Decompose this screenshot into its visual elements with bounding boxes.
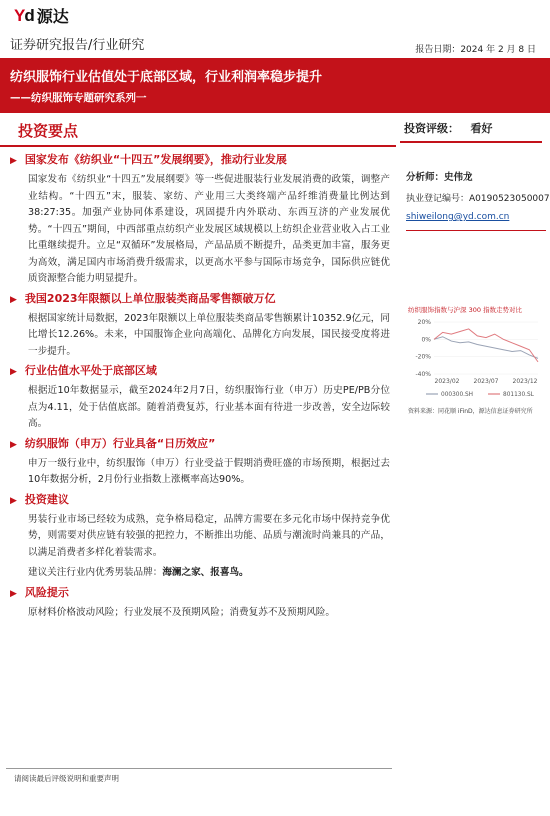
arrow-icon: ▶ bbox=[10, 156, 17, 166]
report-title: 纺织服饰行业估值处于底部区域，行业利润率稳步提升 bbox=[10, 70, 323, 85]
section-risk bbox=[0, 586, 396, 622]
heading-divider bbox=[0, 145, 396, 147]
recommendation: 建议关注行业内优秀男装品牌：海澜之家、报喜鸟。 bbox=[28, 567, 249, 578]
title-banner bbox=[0, 58, 550, 113]
chart-title: 纺织服饰指数与沪深 300 指数走势对比 bbox=[408, 306, 523, 314]
series-line-801130-SL bbox=[434, 329, 538, 362]
section-title: ▶ 我国2023年限额以上单位服装类商品零售额破万亿 bbox=[10, 291, 276, 305]
chart-source: 资料来源：同花顺 iFinD，源达信息证券研究所 bbox=[408, 408, 533, 415]
section-valuation bbox=[0, 364, 396, 433]
section-paragraph: 根据国家统计局数据，2023年限额以上单位服装类商品零售额累计10352.9亿元，同比增长12.26%。未来，中国服饰企业向高端化、品牌化方向发展，国民接受度将进一步提升。 bbox=[28, 312, 390, 357]
analyst-email-link[interactable]: shiweilong@yd.com.cn bbox=[406, 212, 510, 222]
index-comparison-chart bbox=[404, 316, 542, 404]
rating-divider bbox=[400, 141, 542, 143]
logo-mark: Yd bbox=[14, 5, 34, 25]
footer-disclaimer: 请阅读最后评级说明和重要声明 bbox=[14, 774, 119, 783]
section-paragraph: 原材料价格波动风险；行业发展不及预期风险；消费复苏不及预期风险。 bbox=[28, 606, 335, 618]
y-tick-label: -40% bbox=[415, 371, 431, 378]
section-paragraph: 根据近10年数据显示，截至2024年2月7日，纺织服饰行业（申万）历史PE/PB分位点为4.11，处于估值底部。随着消费复苏，行业基本面有待进一步改善，安全边际较高。 bbox=[28, 385, 390, 429]
document-type: 证券研究报告/行业研究 bbox=[10, 38, 145, 53]
x-tick-label: 2023/07 bbox=[473, 378, 499, 385]
section-paragraph: 申万一级行业中，纺织服饰（申万）行业受益于假期消费旺盛的市场预期，根据过去10年数据分析，2月份行业指数上涨概率高达90%。 bbox=[28, 457, 390, 485]
arrow-icon: ▶ bbox=[10, 495, 17, 506]
section-title: ▶ 纺织服饰（申万）行业具备“日历效应” bbox=[10, 436, 216, 450]
report-subtitle: ——纺织服饰专题研究系列一 bbox=[10, 92, 147, 104]
main-content bbox=[0, 118, 396, 621]
company-logo bbox=[14, 4, 69, 27]
arrow-icon: ▶ bbox=[10, 294, 17, 305]
section-paragraph: 男装行业市场已经较为成熟，竞争格局稳定，品牌方需要在多元化市场中保持竞争优势，则需要对供应链有较强的把控力，不断推出功能、品质与潮流时尚兼具的产品，以满足消费者多样化着装需求。 bbox=[28, 513, 390, 558]
section-title: ▶ 行业估值水平处于底部区域 bbox=[10, 364, 157, 377]
arrow-icon: ▶ bbox=[10, 367, 17, 377]
legend-label: 000300.SH bbox=[441, 392, 474, 398]
y-tick-label: -20% bbox=[415, 353, 431, 361]
investment-highlights-heading: 投资要点 bbox=[18, 122, 79, 140]
y-tick-label: 20% bbox=[417, 319, 431, 326]
series-line-000300-SH bbox=[434, 337, 538, 359]
arrow-icon: ▶ bbox=[10, 439, 17, 450]
sidebar bbox=[400, 118, 550, 416]
footer-divider bbox=[6, 768, 392, 769]
section-calendar-effect bbox=[0, 437, 396, 489]
section-title: ▶ 国家发布《纺织业“十四五”发展纲要》，推动行业发展 bbox=[10, 153, 287, 166]
analyst-info bbox=[406, 169, 550, 231]
report-date: 报告日期：2024 年 2 月 8 日 bbox=[415, 45, 536, 55]
recommended-brands: 海澜之家、报喜鸟。 bbox=[162, 567, 249, 578]
analyst-name: 分析师：史伟龙 bbox=[406, 172, 473, 183]
x-tick-label: 2023/12 bbox=[512, 378, 538, 385]
section-title: ▶ 投资建议 bbox=[10, 492, 69, 506]
analyst-divider bbox=[406, 230, 546, 231]
y-tick-label: 0% bbox=[421, 336, 431, 344]
chart-svg bbox=[404, 316, 542, 404]
rating-value: 看好 bbox=[470, 122, 493, 135]
legend-label: 801130.SL bbox=[503, 392, 534, 398]
section-paragraph: 国家发布《纺织业“十四五”发展纲要》等一些促进服装行业发展消费的政策，调整产业结构。“十四五”末，服装、家纺、产业用三大类终端产品纤维消费量比例达到38:27:35。加强产业协同体系建设，巩固提升内外联动、东西互济的产业发展优势。“十四五”期间，中西部重点纺织产业发展区域规模以上纺织企业营业收入占工业比重继续提升。立足“双循环”发展格局，产品品质不断提升，品类更加丰富，服务更为高效，满足国内市场消费升级需求，以更高水平参与国际市场竞争，国际供应链优质资源整合能力明显提升。 bbox=[28, 174, 390, 284]
section-title: ▶ 风险提示 bbox=[10, 585, 69, 599]
logo-text: 源达 bbox=[36, 7, 69, 26]
registration-number: 执业登记编号：A0190523050007 bbox=[406, 194, 550, 204]
x-tick-label: 2023/02 bbox=[434, 378, 460, 385]
arrow-icon: ▶ bbox=[10, 588, 17, 599]
section-retail-sales bbox=[0, 292, 396, 361]
top-bar bbox=[0, 0, 550, 30]
section-policy bbox=[0, 153, 396, 288]
section-investment-advice bbox=[0, 493, 396, 582]
investment-rating: 投资评级： 看好 bbox=[404, 122, 493, 135]
